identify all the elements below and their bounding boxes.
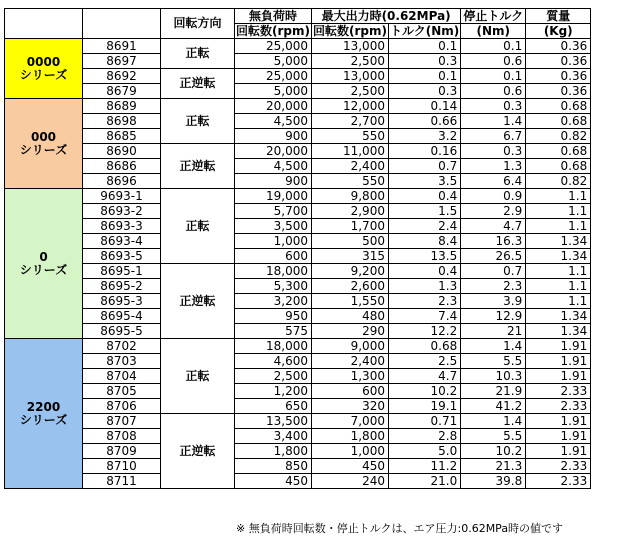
table-row	[5, 399, 591, 414]
noload-rpm-cell: 4,600	[235, 354, 312, 369]
maxout-torque-cell: 10.2	[388, 384, 460, 399]
stall-torque-cell: 16.3	[461, 234, 526, 249]
maxout-rpm-cell: 9,800	[311, 189, 388, 204]
table-row	[5, 339, 591, 354]
mass-cell: 2.33	[526, 384, 591, 399]
rotation-direction: 正転	[161, 189, 235, 264]
stall-torque-cell: 3.9	[461, 294, 526, 309]
noload-rpm-cell: 20,000	[235, 144, 312, 159]
table-row	[5, 144, 591, 159]
stall-torque-cell: 39.8	[461, 474, 526, 489]
mass-cell: 1.1	[526, 219, 591, 234]
stall-torque-cell: 12.9	[461, 309, 526, 324]
model-number: 8702	[83, 339, 161, 354]
rotation-direction: 正転	[161, 339, 235, 414]
series-label-part: 0	[39, 249, 48, 264]
model-number: 8706	[83, 399, 161, 414]
model-number: 8710	[83, 459, 161, 474]
noload-rpm-cell: 2,500	[235, 369, 312, 384]
series-label	[5, 189, 83, 339]
noload-rpm-cell: 20,000	[235, 99, 312, 114]
series-label-part: 0000	[26, 54, 61, 69]
stall-torque-cell: 5.5	[461, 429, 526, 444]
maxout-torque-cell: 0.68	[388, 339, 460, 354]
maxout-rpm-cell: 1,800	[311, 429, 388, 444]
mass-cell: 1.1	[526, 294, 591, 309]
maxout-torque-cell: 2.4	[388, 219, 460, 234]
maxout-rpm-cell: 550	[311, 174, 388, 189]
maxout-rpm-cell: 600	[311, 384, 388, 399]
mass-cell: 0.36	[526, 54, 591, 69]
noload-rpm-cell: 1,000	[235, 234, 312, 249]
noload-rpm-cell: 850	[235, 459, 312, 474]
noload-rpm-cell: 3,400	[235, 429, 312, 444]
table-row	[5, 294, 591, 309]
table-row	[5, 99, 591, 114]
maxout-torque-cell: 21.0	[388, 474, 460, 489]
header-direction: 回転方向	[161, 9, 235, 39]
table-row	[5, 234, 591, 249]
table-row	[5, 354, 591, 369]
maxout-rpm-cell: 12,000	[311, 99, 388, 114]
table-row	[5, 174, 591, 189]
maxout-rpm-cell: 550	[311, 129, 388, 144]
stall-torque-cell: 6.7	[461, 129, 526, 144]
maxout-rpm-cell: 1,300	[311, 369, 388, 384]
model-number: 8691	[83, 39, 161, 54]
table-row	[5, 264, 591, 279]
header-stall: 停止トルク	[461, 9, 526, 24]
series-label-part: 2200	[26, 399, 61, 414]
model-number: 8698	[83, 114, 161, 129]
mass-cell: 0.36	[526, 69, 591, 84]
model-number: 8692	[83, 69, 161, 84]
model-number: 8695-5	[83, 324, 161, 339]
noload-rpm-cell: 950	[235, 309, 312, 324]
noload-rpm-cell: 3,500	[235, 219, 312, 234]
mass-cell: 1.1	[526, 279, 591, 294]
series-label	[5, 39, 83, 99]
mass-cell: 1.34	[526, 234, 591, 249]
series-label-part: シリーズ	[19, 67, 68, 82]
stall-torque-cell: 21.9	[461, 384, 526, 399]
maxout-rpm-cell: 9,200	[311, 264, 388, 279]
stall-torque-cell: 4.7	[461, 219, 526, 234]
rotation-direction: 正逆転	[161, 414, 235, 489]
rotation-direction: 正転	[161, 99, 235, 144]
header-mass-unit: (Kg)	[526, 24, 591, 39]
mass-cell: 2.33	[526, 474, 591, 489]
table-row	[5, 429, 591, 444]
maxout-rpm-cell: 2,600	[311, 279, 388, 294]
noload-rpm-cell: 1,800	[235, 444, 312, 459]
model-number: 8689	[83, 99, 161, 114]
maxout-rpm-cell: 2,500	[311, 54, 388, 69]
maxout-torque-cell: 0.4	[388, 189, 460, 204]
mass-cell: 0.36	[526, 39, 591, 54]
model-number: 8693-3	[83, 219, 161, 234]
mass-cell: 1.91	[526, 429, 591, 444]
maxout-rpm-cell: 1,550	[311, 294, 388, 309]
noload-rpm-cell: 25,000	[235, 39, 312, 54]
noload-rpm-cell: 18,000	[235, 339, 312, 354]
maxout-torque-cell: 0.16	[388, 144, 460, 159]
mass-cell: 0.68	[526, 144, 591, 159]
maxout-rpm-cell: 320	[311, 399, 388, 414]
header-blank-series	[5, 9, 83, 39]
stall-torque-cell: 26.5	[461, 249, 526, 264]
mass-cell: 1.34	[526, 309, 591, 324]
mass-cell: 0.68	[526, 114, 591, 129]
stall-torque-cell: 6.4	[461, 174, 526, 189]
header-blank-model	[83, 9, 161, 39]
rotation-direction: 正逆転	[161, 144, 235, 189]
table-row	[5, 54, 591, 69]
mass-cell: 1.1	[526, 189, 591, 204]
model-number: 8679	[83, 84, 161, 99]
header-maxout-torque: トルク(Nm)	[389, 23, 460, 38]
model-number: 8711	[83, 474, 161, 489]
stall-torque-cell: 0.3	[461, 144, 526, 159]
noload-rpm-cell: 19,000	[235, 189, 312, 204]
series-label	[5, 99, 83, 189]
maxout-torque-cell: 12.2	[388, 324, 460, 339]
maxout-torque-cell: 8.4	[388, 234, 460, 249]
noload-rpm-cell: 575	[235, 324, 312, 339]
model-number: 8695-3	[83, 294, 161, 309]
maxout-rpm-cell: 2,400	[311, 354, 388, 369]
maxout-rpm-cell: 1,700	[311, 219, 388, 234]
maxout-torque-cell: 0.14	[388, 99, 460, 114]
mass-cell: 0.68	[526, 99, 591, 114]
noload-rpm-cell: 650	[235, 399, 312, 414]
stall-torque-cell: 2.9	[461, 204, 526, 219]
maxout-torque-cell: 7.4	[388, 309, 460, 324]
model-number: 9693-1	[83, 189, 161, 204]
series-label-part: シリーズ	[19, 412, 68, 427]
table-row	[5, 114, 591, 129]
rotation-direction: 正逆転	[161, 69, 235, 99]
model-number: 8686	[83, 159, 161, 174]
noload-rpm-cell: 900	[235, 129, 312, 144]
model-number: 8709	[83, 444, 161, 459]
maxout-rpm-cell: 9,000	[311, 339, 388, 354]
maxout-torque-cell: 5.0	[388, 444, 460, 459]
maxout-torque-cell: 0.1	[388, 69, 460, 84]
maxout-torque-cell: 19.1	[388, 399, 460, 414]
maxout-rpm-cell: 500	[311, 234, 388, 249]
maxout-torque-cell: 2.8	[388, 429, 460, 444]
model-number: 8707	[83, 414, 161, 429]
maxout-torque-cell: 1.3	[388, 279, 460, 294]
noload-rpm-cell: 18,000	[235, 264, 312, 279]
maxout-rpm-cell: 290	[311, 324, 388, 339]
table-row	[5, 159, 591, 174]
noload-rpm-cell: 900	[235, 174, 312, 189]
model-number: 8693-2	[83, 204, 161, 219]
table-header	[5, 9, 591, 39]
model-number: 8703	[83, 354, 161, 369]
mass-cell: 1.1	[526, 264, 591, 279]
stall-torque-cell: 5.5	[461, 354, 526, 369]
stall-torque-cell: 41.2	[461, 399, 526, 414]
stall-torque-cell: 10.2	[461, 444, 526, 459]
maxout-rpm-cell: 315	[311, 249, 388, 264]
maxout-rpm-cell: 2,700	[311, 114, 388, 129]
mass-cell: 0.36	[526, 84, 591, 99]
table-row	[5, 309, 591, 324]
maxout-rpm-cell: 480	[311, 309, 388, 324]
stall-torque-cell: 10.3	[461, 369, 526, 384]
series-label	[5, 339, 83, 489]
spec-table	[4, 8, 591, 489]
stall-torque-cell: 1.3	[461, 159, 526, 174]
table-row	[5, 384, 591, 399]
stall-torque-cell: 0.1	[461, 69, 526, 84]
maxout-torque-cell: 3.2	[388, 129, 460, 144]
rotation-direction: 正転	[161, 39, 235, 69]
maxout-rpm-cell: 240	[311, 474, 388, 489]
stall-torque-cell: 1.4	[461, 414, 526, 429]
series-label-part: シリーズ	[19, 262, 68, 277]
mass-cell: 2.33	[526, 399, 591, 414]
table-row	[5, 474, 591, 489]
mass-cell: 2.33	[526, 459, 591, 474]
stall-torque-cell: 2.3	[461, 279, 526, 294]
model-number: 8695-1	[83, 264, 161, 279]
stall-torque-cell: 1.4	[461, 114, 526, 129]
model-number: 8696	[83, 174, 161, 189]
maxout-torque-cell: 2.3	[388, 294, 460, 309]
model-number: 8708	[83, 429, 161, 444]
stall-torque-cell: 0.6	[461, 54, 526, 69]
model-number: 8690	[83, 144, 161, 159]
noload-rpm-cell: 3,200	[235, 294, 312, 309]
table-row	[5, 414, 591, 429]
series-label-part: シリーズ	[19, 142, 68, 157]
noload-rpm-cell: 5,000	[235, 84, 312, 99]
noload-rpm-cell: 450	[235, 474, 312, 489]
maxout-rpm-cell: 13,000	[311, 39, 388, 54]
mass-cell: 1.91	[526, 444, 591, 459]
stall-torque-cell: 0.9	[461, 189, 526, 204]
maxout-torque-cell: 3.5	[388, 174, 460, 189]
model-number: 8705	[83, 384, 161, 399]
table-row	[5, 444, 591, 459]
mass-cell: 0.82	[526, 129, 591, 144]
noload-rpm-cell: 600	[235, 249, 312, 264]
model-number: 8697	[83, 54, 161, 69]
model-number: 8704	[83, 369, 161, 384]
mass-cell: 1.34	[526, 249, 591, 264]
maxout-torque-cell: 0.7	[388, 159, 460, 174]
table-row	[5, 369, 591, 384]
model-number: 8695-4	[83, 309, 161, 324]
maxout-rpm-cell: 13,000	[311, 69, 388, 84]
header-maxout: 最大出力時(0.62MPa)	[311, 9, 460, 24]
maxout-torque-cell: 0.4	[388, 264, 460, 279]
maxout-rpm-cell: 2,400	[311, 159, 388, 174]
header-maxout-rpm: 回転数(rpm)	[312, 23, 387, 38]
footnote: ※ 無負荷時回転数・停止トルクは、エア圧力:0.62MPa時の値です	[236, 522, 564, 535]
table-row	[5, 324, 591, 339]
maxout-torque-cell: 0.3	[388, 84, 460, 99]
stall-torque-cell: 0.7	[461, 264, 526, 279]
stall-torque-cell: 1.4	[461, 339, 526, 354]
table-row	[5, 39, 591, 54]
table-row	[5, 249, 591, 264]
maxout-rpm-cell: 450	[311, 459, 388, 474]
noload-rpm-cell: 13,500	[235, 414, 312, 429]
noload-rpm-cell: 25,000	[235, 69, 312, 84]
mass-cell: 1.1	[526, 204, 591, 219]
maxout-rpm-cell: 1,000	[311, 444, 388, 459]
maxout-rpm-cell: 2,500	[311, 84, 388, 99]
maxout-torque-cell: 0.66	[388, 114, 460, 129]
header-stall-unit: (Nm)	[461, 24, 526, 39]
model-number: 8693-4	[83, 234, 161, 249]
header-noload-rpm: 回転数(rpm)	[236, 23, 310, 38]
maxout-torque-cell: 11.2	[388, 459, 460, 474]
maxout-torque-cell: 4.7	[388, 369, 460, 384]
table-row	[5, 129, 591, 144]
stall-torque-cell: 0.1	[461, 39, 526, 54]
mass-cell: 1.91	[526, 339, 591, 354]
table-row	[5, 219, 591, 234]
noload-rpm-cell: 4,500	[235, 114, 312, 129]
mass-cell: 0.68	[526, 159, 591, 174]
maxout-rpm-cell: 2,900	[311, 204, 388, 219]
stall-torque-cell: 21.3	[461, 459, 526, 474]
noload-rpm-cell: 4,500	[235, 159, 312, 174]
mass-cell: 1.91	[526, 354, 591, 369]
maxout-torque-cell: 0.3	[388, 54, 460, 69]
header-mass: 質量	[526, 9, 591, 24]
noload-rpm-cell: 5,000	[235, 54, 312, 69]
table-row	[5, 69, 591, 84]
maxout-torque-cell: 0.71	[388, 414, 460, 429]
series-label-part: 000	[30, 129, 57, 144]
mass-cell: 1.91	[526, 369, 591, 384]
mass-cell: 0.82	[526, 174, 591, 189]
model-number: 8685	[83, 129, 161, 144]
table-row	[5, 279, 591, 294]
table-body	[5, 39, 591, 489]
table-row	[5, 189, 591, 204]
noload-rpm-cell: 5,300	[235, 279, 312, 294]
mass-cell: 1.91	[526, 414, 591, 429]
maxout-torque-cell: 0.1	[388, 39, 460, 54]
table-row	[5, 204, 591, 219]
header-noload: 無負荷時	[235, 9, 312, 24]
rotation-direction: 正逆転	[161, 264, 235, 339]
mass-cell: 1.34	[526, 324, 591, 339]
table-row	[5, 459, 591, 474]
model-number: 8693-5	[83, 249, 161, 264]
maxout-torque-cell: 13.5	[388, 249, 460, 264]
maxout-rpm-cell: 11,000	[311, 144, 388, 159]
stall-torque-cell: 21	[461, 324, 526, 339]
maxout-torque-cell: 2.5	[388, 354, 460, 369]
model-number: 8695-2	[83, 279, 161, 294]
maxout-torque-cell: 1.5	[388, 204, 460, 219]
table-row	[5, 84, 591, 99]
stall-torque-cell: 0.6	[461, 84, 526, 99]
noload-rpm-cell: 1,200	[235, 384, 312, 399]
noload-rpm-cell: 5,700	[235, 204, 312, 219]
maxout-rpm-cell: 7,000	[311, 414, 388, 429]
stall-torque-cell: 0.3	[461, 99, 526, 114]
